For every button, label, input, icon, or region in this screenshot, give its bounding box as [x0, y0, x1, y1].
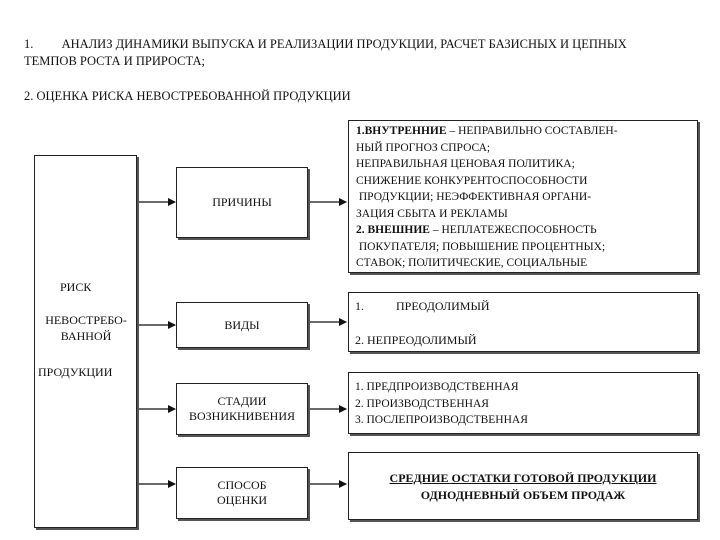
types-node [176, 302, 308, 348]
method-node-label-line1: СПОСОБ [217, 478, 267, 492]
formula-numerator: СРЕДНИЕ ОСТАТКИ ГОТОВОЙ ПРОДУКЦИИ [389, 471, 657, 485]
types-detail-box [348, 292, 698, 352]
external-causes-label: 2. ВНЕШНИЕ [356, 224, 430, 236]
header-item1-number: 1. [24, 37, 34, 51]
external-causes-text: – НЕПЛАТЕЖЕСПОСОБНОСТЬ [429, 224, 597, 236]
stages-node-label-line2: ВОЗНИКНИВЕНИЯ [188, 409, 296, 423]
method-node-label-line2: ОЦЕНКИ [217, 493, 267, 507]
causes-line2: НЫЙ ПРОГНОЗ СПРОСА; [356, 141, 491, 154]
internal-causes-text: – НЕПРАВИЛЬНО СОСТАВЛЕН- [446, 125, 618, 137]
types-item1-number: 1. [355, 299, 364, 313]
stages-detail-box [348, 372, 698, 434]
causes-line8: ПОКУПАТЕЛЯ; ПОВЫШЕНИЕ ПРОЦЕНТНЫХ; [356, 240, 606, 253]
method-detail-box [348, 452, 698, 520]
causes-detail-text [356, 123, 618, 272]
root-label-line2: НЕВОСТРЕБО- [45, 313, 127, 327]
causes-line3: НЕПРАВИЛЬНАЯ ЦЕНОВАЯ ПОЛИТИКА; [356, 158, 575, 170]
causes-line4: СНИЖЕНИЕ КОНКУРЕНТОСПОСОБНОСТИ [356, 174, 588, 187]
causes-detail-box [348, 120, 698, 273]
types-node-label: ВИДЫ [224, 317, 260, 332]
internal-causes-label: 1.ВНУТРЕННИЕ [356, 125, 447, 137]
header-item2: 2. ОЦЕНКА РИСКА НЕВОСТРЕБОВАННОЙ ПРОДУКЦИИ [24, 89, 351, 103]
causes-line5: ПРОДУКЦИИ; НЕЭФФЕКТИВНАЯ ОРГАНИ- [356, 191, 592, 203]
types-item2: 2. НЕПРЕОДОЛИМЫЙ [355, 333, 477, 347]
causes-node [176, 167, 308, 238]
types-item1-text: ПРЕОДОЛИМЫЙ [396, 299, 490, 313]
stages-item3: 3. ПОСЛЕПРОИЗВОДСТВЕННАЯ [355, 414, 528, 426]
stages-list [355, 379, 528, 429]
stages-item2: 2. ПРОИЗВОДСТВЕННАЯ [355, 397, 489, 410]
causes-line6: ЗАЦИЯ СБЫТА И РЕКЛАМЫ [356, 207, 508, 220]
causes-line9: СТАВОК; ПОЛИТИЧЕСКИЕ, СОЦИАЛЬНЫЕ [356, 257, 588, 269]
types-item1 [355, 299, 490, 314]
root-label-line4: ПРОДУКЦИИ [38, 365, 113, 379]
stages-item1: 1. ПРЕДПРОИЗВОДСТВЕННАЯ [355, 381, 519, 393]
root-label-line1: РИСК [60, 280, 92, 294]
stages-node [176, 383, 308, 435]
header-item1-text: АНАЛИЗ ДИНАМИКИ ВЫПУСКА И РЕАЛИЗАЦИИ ПРОДУКЦИИ, РАСЧЕТ БАЗИСНЫХ И ЦЕПНЫХ [61, 37, 627, 51]
stages-node-label-line1: СТАДИИ [217, 394, 267, 408]
header-item1-line2: ТЕМПОВ РОСТА И ПРИРОСТА; [24, 54, 205, 68]
causes-node-label: ПРИЧИНЫ [212, 195, 272, 209]
root-label-line3: ВАННОЙ [60, 329, 112, 343]
formula-denominator: ОДНОДНЕВНЫЙ ОБЪЕМ ПРОДАЖ [420, 488, 626, 502]
method-node [176, 467, 308, 519]
